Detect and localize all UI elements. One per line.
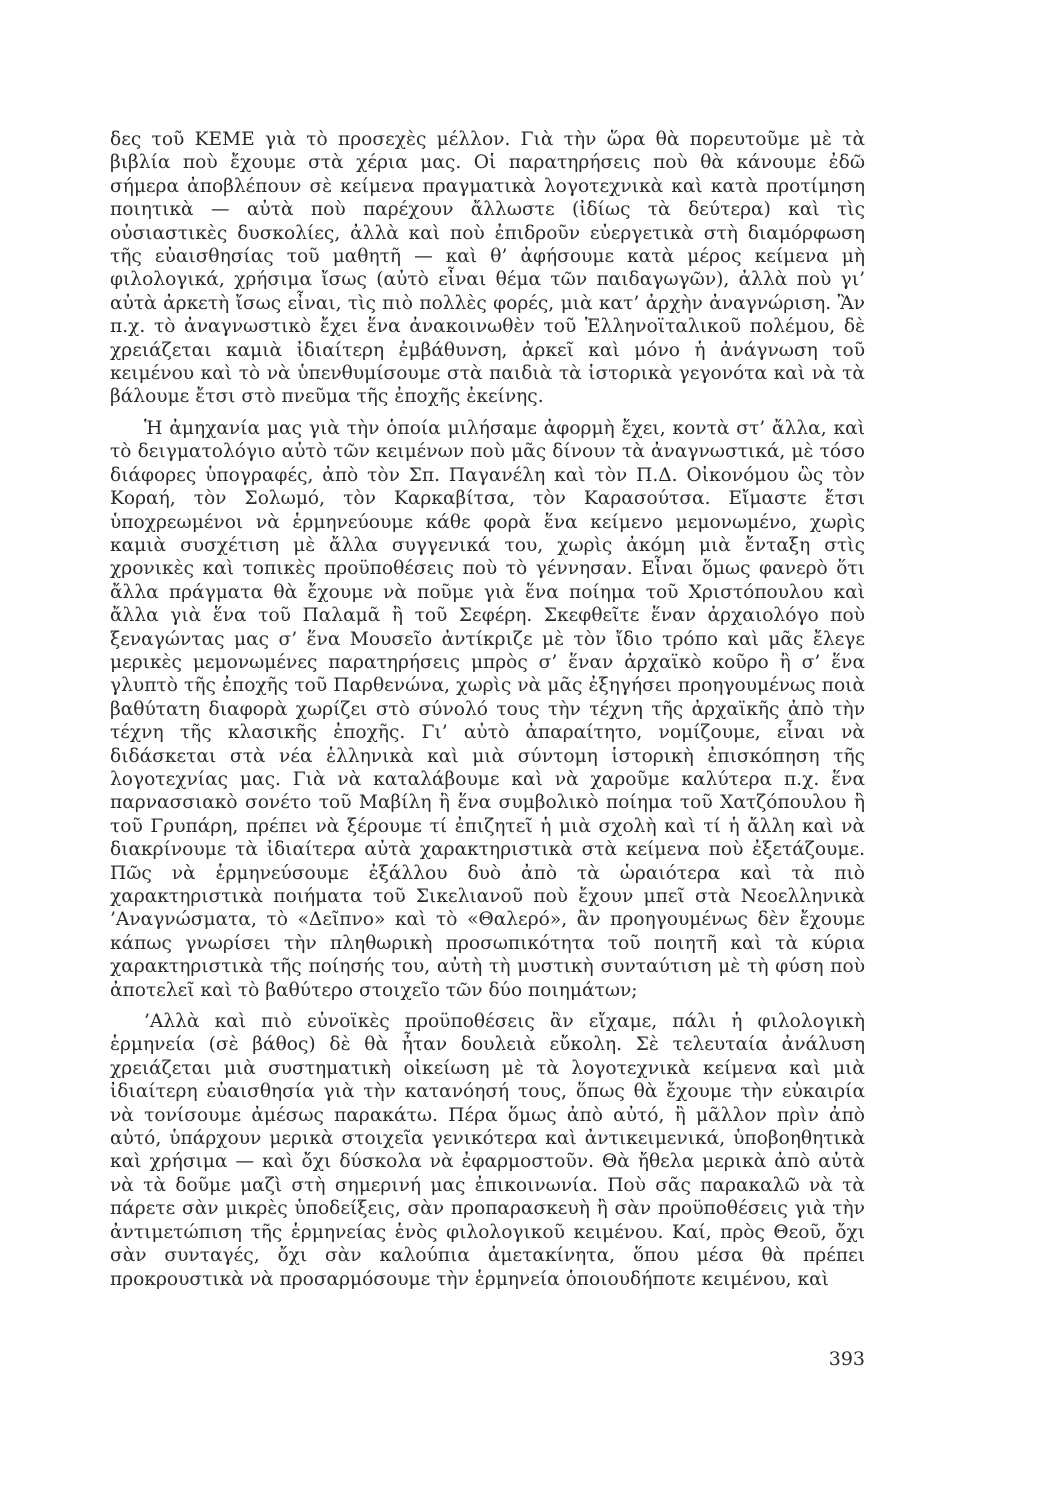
page-number: 393 [828,1348,865,1370]
body-text [110,128,865,1291]
paragraph-anthology: Ἡ ἀμηχανία μας γιὰ τὴν ὁποία μιλήσαμε ἀφορμὴ ἔχει, κοντὰ στ’ ἄλλα, καὶ τὸ δειγματολόγιο αὐτὸ τῶν κειμένων ποὺ μᾶς δίνουν τὰ ἀναγνωστικά, μὲ τόσο διάφορες ὑπογραφές, ἀπὸ τὸν Σπ. Παγανέλη καὶ τὸν Π.Δ. Οἰκονόμου ὣς τὸν Κοραή, τὸν Σολωμό, τὸν Καρκαβίτσα, τὸν Καρασούτσα. Εἴμαστε ἔτσι ὑποχρεωμένοι νὰ ἑρμηνεύουμε κάθε φορὰ ἕνα κείμενο μεμονωμένο, χωρὶς καμιὰ συσχέτιση μὲ ἄλλα συγγενικά του, χωρὶς ἀκόμη μιὰ ἔνταξη στὶς χρονικὲς καὶ τοπικὲς προϋποθέσεις ποὺ τὸ γέννησαν. Εἶναι ὅμως φανερὸ ὅτι ἄλλα πράγματα θὰ ἔχουμε νὰ ποῦμε γιὰ ἕνα ποίημα τοῦ Χριστόπουλου καὶ ἄλλα γιὰ ἕνα τοῦ Παλαμᾶ ἢ τοῦ Σεφέρη. Σκεφθεῖτε ἕναν ἀρχαιολόγο ποὺ ξεναγώντας μας σ’ ἕνα Μουσεῖο ἀντίκριζε μὲ τὸν ἴδιο τρόπο καὶ μᾶς ἔλεγε μερικὲς μεμονωμένες παρατηρήσεις μπρὸς σ’ ἕναν ἀρχαϊκὸ κοῦρο ἢ σ’ ἕνα γλυπτὸ τῆς ἐποχῆς τοῦ Παρθενώνα, χωρὶς νὰ μᾶς ἐξηγήσει προηγουμένως ποιὰ βαθύτατη διαφορὰ χωρίζει στὸ σύνολό τους τὴν τέχνη τῆς ἀρχαϊκῆς ἀπὸ τὴν τέχνη τῆς κλασικῆς ἐποχῆς. Γι’ αὐτὸ ἀπαραίτητο, νομίζουμε, εἶναι νὰ διδάσκεται στὰ νέα ἑλληνικὰ καὶ μιὰ σύντομη ἱστορικὴ ἐπισκόπηση τῆς λογοτεχνίας μας. Γιὰ νὰ καταλάβουμε καὶ νὰ χαροῦμε καλύτερα π.χ. ἕνα παρνασσιακὸ σονέτο τοῦ Μαβίλη ἢ ἕνα συμβολικὸ ποίημα τοῦ Χατζόπουλου ἢ τοῦ Γρυπάρη, πρέπει νὰ ξέρουμε τί ἐπιζητεῖ ἡ μιὰ σχολὴ καὶ τί ἡ ἄλλη καὶ νὰ διακρίνουμε τὰ ἰδιαίτερα αὐτὰ χαρακτηριστικὰ στὰ κείμενα ποὺ ἐξετάζουμε. Πῶς νὰ ἑρμηνεύσουμε ἐξάλλου δυὸ ἀπὸ τὰ ὡραιότερα καὶ τὰ πιὸ χαρακτηριστικὰ ποιήματα τοῦ Σικελιανοῦ ποὺ ἔχουν μπεῖ στὰ Νεοελληνικὰ ’Αναγνώσματα, τὸ «Δεῖπνο» καὶ τὸ «Θαλερό», ἂν προηγουμένως δὲν ἔχουμε κάπως γνωρίσει τὴν πληθωρικὴ προσωπικότητα τοῦ ποιητῆ καὶ τὰ κύρια χαρακτηριστικὰ τῆς ποίησής του, αὐτὴ τὴ μυστικὴ συνταύτιση μὲ τὴ φύση ποὺ ἀποτελεῖ καὶ τὸ βαθύτερο στοιχεῖο τῶν δύο ποιημάτων; [110,417,865,1001]
paragraph-continued: δες τοῦ ΚΕΜΕ γιὰ τὸ προσεχὲς μέλλον. Γιὰ τὴν ὥρα θὰ πορευτοῦμε μὲ τὰ βιβλία ποὺ ἔχουμε στὰ χέρια μας. Οἱ παρατηρήσεις ποὺ θὰ κάνουμε ἐδῶ σήμερα ἀποβλέπουν σὲ κείμενα πραγματικὰ λογοτεχνικὰ καὶ κατὰ προτίμηση ποιητικὰ — αὐτὰ ποὺ παρέχουν ἄλλωστε (ἰδίως τὰ δεύτερα) καὶ τὶς οὐσιαστικὲς δυσκολίες, ἀλλὰ καὶ ποὺ ἐπιδροῦν εὐεργετικὰ στὴ διαμόρφωση τῆς εὐαισθησίας τοῦ μαθητῆ — καὶ θ’ ἀφήσουμε κατὰ μέρος κείμενα μὴ φιλολογικά, χρήσιμα ἴσως (αὐτὸ εἶναι θέμα τῶν παιδαγωγῶν), ἀλλὰ ποὺ γι’ αὐτὰ ἀρκετὴ ἴσως εἶναι, τὶς πιὸ πολλὲς φορές, μιὰ κατ’ ἀρχὴν ἀναγνώριση. Ἂν π.χ. τὸ ἀναγνωστικὸ ἔχει ἕνα ἀνακοινωθὲν τοῦ Ἑλληνοϊταλικοῦ πολέμου, δὲ χρειάζεται καμιὰ ἰδιαίτερη ἐμβάθυνση, ἀρκεῖ καὶ μόνο ἡ ἀνάγνωση τοῦ κειμένου καὶ τὸ νὰ ὑπενθυμίσουμε στὰ παιδιὰ τὰ ἱστορικὰ γεγονότα καὶ νὰ τὰ βάλουμε ἔτσι στὸ πνεῦμα τῆς ἐποχῆς ἐκείνης. [110,129,865,408]
paragraph-interpretation: ’Αλλὰ καὶ πιὸ εὐνοϊκὲς προϋποθέσεις ἂν εἴχαμε, πάλι ἡ φιλολογικὴ ἑρμηνεία (σὲ βάθος) δὲ θὰ ἦταν δουλειὰ εὔκολη. Σὲ τελευταία ἀνάλυση χρειάζεται μιὰ συστηματικὴ οἰκείωση μὲ τὰ λογοτεχνικὰ κείμενα καὶ μιὰ ἰδιαίτερη εὐαισθησία γιὰ τὴν κατανόησή τους, ὅπως θὰ ἔχουμε τὴν εὐκαιρία νὰ τονίσουμε ἀμέσως παρακάτω. Πέρα ὅμως ἀπὸ αὐτό, ἢ μᾶλλον πρὶν ἀπὸ αὐτό, ὑπάρχουν μερικὰ στοιχεῖα γενικότερα καὶ ἀντικειμενικά, ὑποβοηθητικὰ καὶ χρήσιμα — καὶ ὄχι δύσκολα νὰ ἐφαρμοστοῦν. Θὰ ἤθελα μερικὰ ἀπὸ αὐτὰ νὰ τὰ δοῦμε μαζὶ στὴ σημερινή μας ἐπικοινωνία. Ποὺ σᾶς παρακαλῶ νὰ τὰ πάρετε σὰν μικρὲς ὑποδείξεις, σὰν προπαρασκευὴ ἢ σὰν προϋποθέσεις γιὰ τὴν ἀντιμετώπιση τῆς ἑρμηνείας ἑνὸς φιλολογικοῦ κειμένου. Καί, πρὸς Θεοῦ, ὄχι σὰν συνταγές, ὄχι σὰν καλούπια ἀμετακίνητα, ὅπου μέσα θὰ πρέπει προκρουστικὰ νὰ προσαρμόσουμε τὴν ἑρμηνεία ὁποιουδήποτε κειμένου, καὶ [110,1011,865,1290]
